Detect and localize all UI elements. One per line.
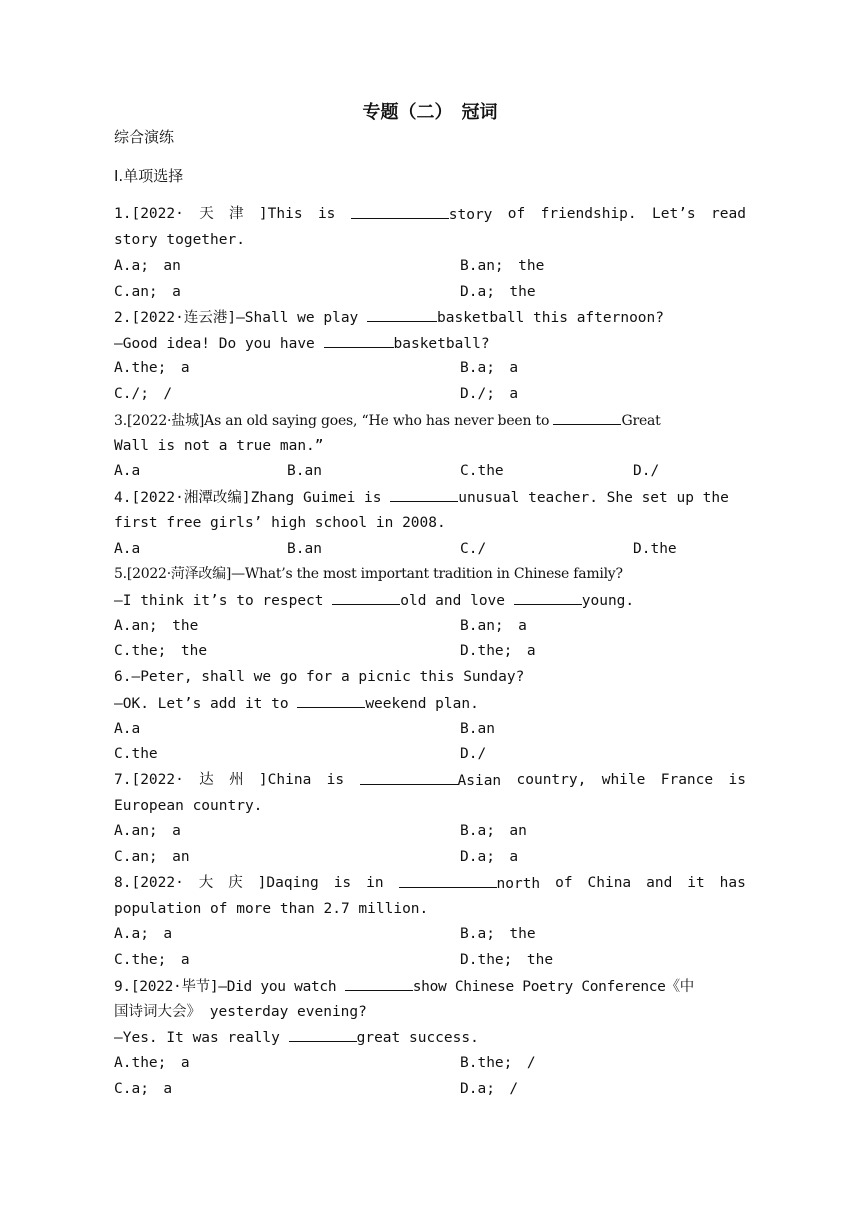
answer-blank [332, 590, 400, 605]
answer-blank [360, 770, 458, 785]
question-2-line-1: 2.[2022·连云港]—Shall we play basketball this afternoon? [114, 307, 664, 328]
answer-blank [399, 873, 497, 888]
option-c: C.the; a [114, 952, 190, 968]
answer-blank [514, 590, 582, 605]
section-label: 综合演练 [114, 128, 175, 146]
page-title: 专题（二） 冠词 [362, 102, 498, 123]
question-3-line-2: Wall is not a true man.” [114, 438, 324, 454]
option-b: B.a; a [460, 360, 519, 376]
option-b: B.an; a [460, 618, 527, 634]
answer-blank [553, 410, 621, 425]
question-1-line-2: story together. [114, 232, 245, 248]
question-9-line-1: 9.[2022·毕节]—Did you watch show Chinese Poetry Conference《中 [114, 976, 694, 997]
option-a: A.an; a [114, 823, 181, 839]
option-b: B.a; an [460, 823, 527, 839]
answer-blank [345, 976, 413, 991]
option-c: C.the [460, 463, 504, 479]
option-b: B.an [287, 541, 322, 557]
question-8-line-2: population of more than 2.7 million. [114, 901, 429, 917]
option-d: D.the [633, 541, 677, 557]
question-5-line-1: 5.[2022·菏泽改编]—What’s the most important tradition in Chinese family? [114, 566, 623, 582]
question-3-line-1: 3.[2022·盐城]As an old saying goes, “He who has never been to Great [114, 410, 661, 431]
option-d: D.the; a [460, 643, 536, 659]
question-7-line-1: 7.[2022· 达 州 ]China is Asian country, while France is [114, 772, 746, 789]
option-c: C.the; the [114, 643, 208, 659]
option-d: D.a; a [460, 849, 519, 865]
question-5-line-2: —I think it’s to respect old and love young. [114, 590, 634, 611]
option-c: C.a; a [114, 1081, 173, 1097]
option-c: C.an; a [114, 284, 181, 300]
answer-blank [297, 693, 365, 708]
question-7-line-2: European country. [114, 798, 263, 814]
option-a: A.a [114, 541, 141, 557]
option-a: A.a [114, 721, 141, 737]
option-c: C./; / [114, 386, 173, 402]
part-label: Ⅰ.单项选择 [114, 167, 184, 185]
option-b: B.an [460, 721, 495, 737]
answer-blank [289, 1027, 357, 1042]
option-a: A.the; a [114, 360, 190, 376]
option-c: C.an; an [114, 849, 190, 865]
answer-blank [367, 307, 437, 322]
option-d: D./; a [460, 386, 519, 402]
option-d: D.a; / [460, 1081, 519, 1097]
option-d: D.the; the [460, 952, 554, 968]
question-4-line-1: 4.[2022·湘潭改编]Zhang Guimei is unusual teacher. She set up the [114, 487, 729, 508]
answer-blank [324, 333, 394, 348]
option-a: A.a [114, 463, 141, 479]
answer-blank [351, 204, 449, 219]
question-9-line-2: 国诗词大会》 yesterday evening? [114, 1004, 367, 1020]
option-a: A.an; the [114, 618, 199, 634]
answer-blank [390, 487, 458, 502]
option-a: A.a; a [114, 926, 173, 942]
question-6-line-1: 6.—Peter, shall we go for a picnic this Sunday? [114, 669, 525, 685]
question-1-line-1: 1.[2022· 天 津 ]This is story of friendship. Let’s read [114, 206, 746, 223]
option-b: B.an; the [460, 258, 545, 274]
question-4-line-2: first free girls’ high school in 2008. [114, 515, 446, 531]
option-c: C./ [460, 541, 487, 557]
option-c: C.the [114, 746, 158, 762]
option-b: B.a; the [460, 926, 536, 942]
question-6-line-2: —OK. Let’s add it to weekend plan. [114, 693, 479, 714]
option-a: A.a; an [114, 258, 181, 274]
option-b: B.the; / [460, 1055, 536, 1071]
option-b: B.an [287, 463, 322, 479]
option-d: D.a; the [460, 284, 536, 300]
option-d: D./ [633, 463, 660, 479]
question-8-line-1: 8.[2022· 大 庆 ]Daqing is in north of China and it has [114, 875, 746, 892]
option-a: A.the; a [114, 1055, 190, 1071]
option-d: D./ [460, 746, 487, 762]
question-9-line-3: —Yes. It was really great success. [114, 1027, 479, 1048]
question-2-line-2: —Good idea! Do you have basketball? [114, 333, 490, 354]
